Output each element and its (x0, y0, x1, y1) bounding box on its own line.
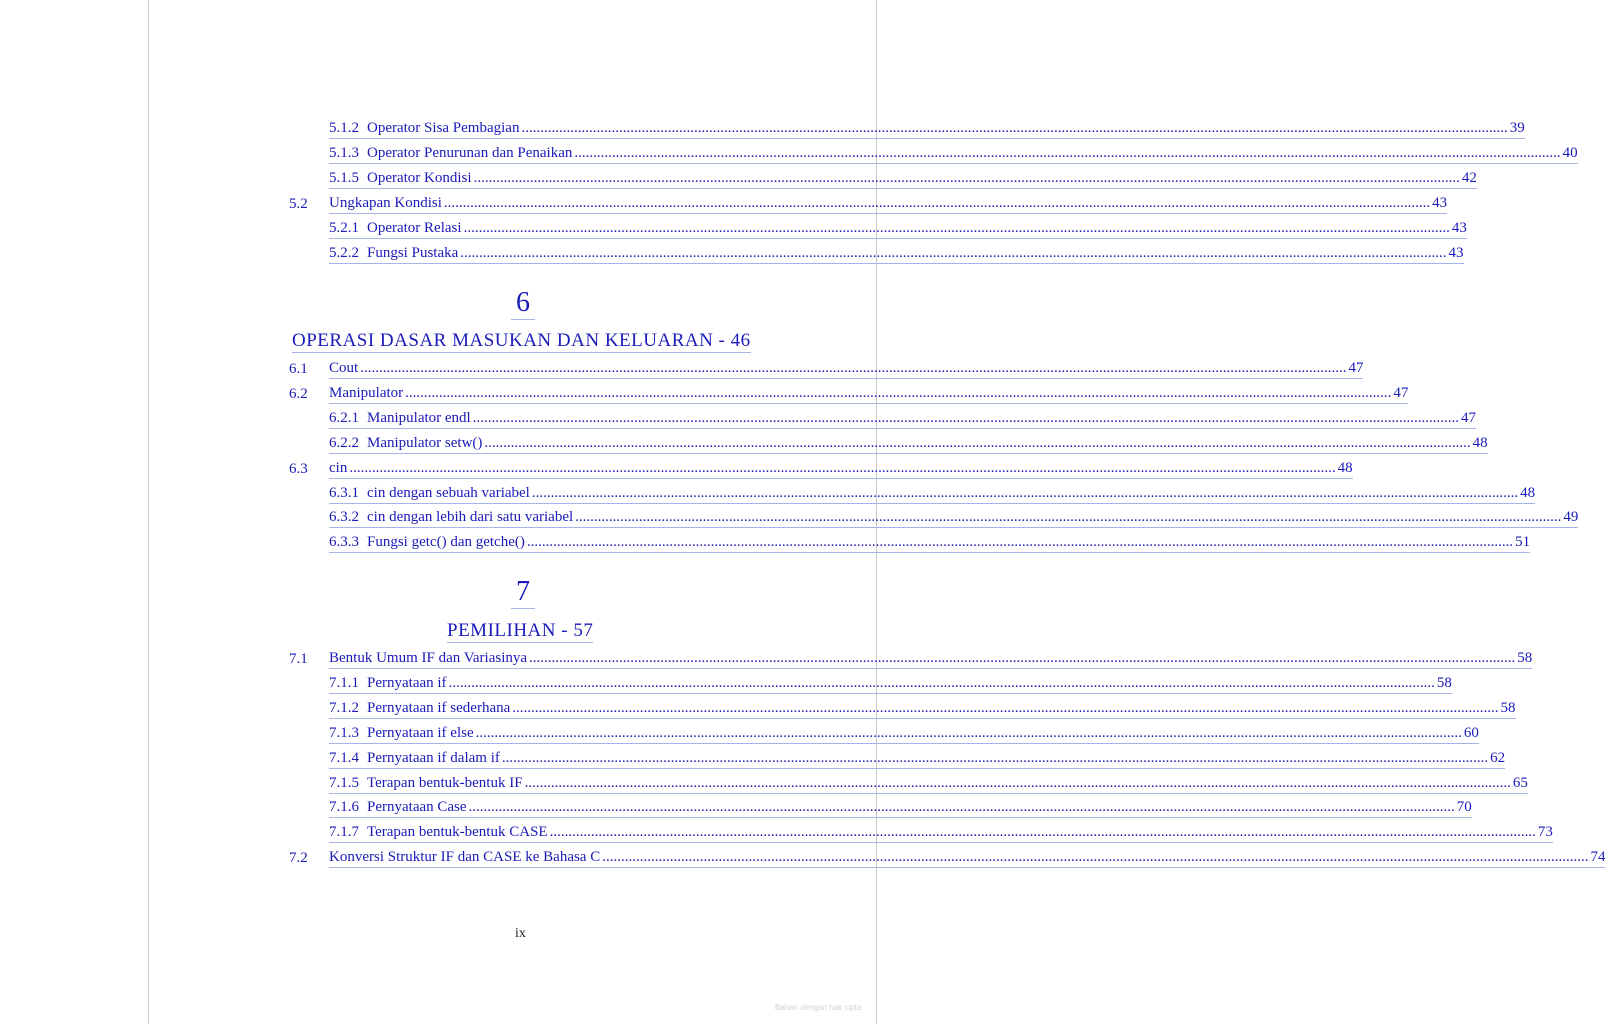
toc-entry-page: 43 (1448, 244, 1464, 261)
document-page (148, 0, 1605, 1024)
toc-leader-dots (521, 119, 1507, 137)
toc-leader-dots (602, 848, 1588, 866)
toc-entry-page: 62 (1490, 749, 1506, 766)
toc-entry-number: 5.2.2 (329, 244, 359, 261)
toc-entry-page: 40 (1562, 144, 1578, 161)
toc-leader-dots (405, 384, 1391, 402)
toc-entry-title: Manipulator endl (367, 409, 471, 426)
toc-leader-dots (474, 169, 1460, 187)
toc-entry-number: 5.1.5 (329, 169, 359, 186)
toc-leader-dots (360, 359, 1346, 377)
toc-leader-dots (460, 244, 1446, 262)
toc-leader-dots (527, 533, 1513, 551)
toc-entry-title: Pernyataan if dalam if (367, 749, 500, 766)
toc-entry[interactable] (329, 697, 1516, 719)
toc-section-number: 6.3 (289, 460, 308, 477)
toc-entry-page: 42 (1461, 169, 1477, 186)
toc-entry-number: 6.2.1 (329, 409, 359, 426)
chapter-6-title: OPERASI DASAR MASUKAN DAN KELUARAN - 46 (292, 330, 751, 351)
toc-entry-number: 6.2.2 (329, 434, 359, 451)
toc-entry-title: Operator Penurunan dan Penaikan (367, 144, 573, 161)
toc-entry-page: 74 (1590, 849, 1605, 866)
toc-entry-page: 58 (1436, 674, 1452, 691)
toc-leader-dots (484, 434, 1470, 452)
toc-entry-number: 7.1.1 (329, 674, 359, 691)
toc-entry-page: 60 (1463, 724, 1479, 741)
toc-entry-title: cin dengan sebuah variabel (367, 484, 530, 501)
toc-entry[interactable] (329, 647, 1533, 669)
toc-entry-number: 5.2.1 (329, 219, 359, 236)
toc-entry-page: 43 (1451, 219, 1467, 236)
toc-entry-number: 6.3.3 (329, 534, 359, 551)
toc-entry-title: Ungkapan Kondisi (329, 194, 442, 211)
toc-entry[interactable] (329, 531, 1531, 553)
toc-section-number: 6.2 (289, 385, 308, 402)
toc-entry[interactable] (329, 506, 1579, 528)
toc-entry[interactable] (329, 382, 1409, 404)
toc-leader-dots (529, 649, 1515, 667)
toc-entry-title: cin dengan lebih dari satu variabel (367, 509, 574, 526)
toc-entry-number: 7.1.4 (329, 749, 359, 766)
toc-entry-page: 48 (1337, 459, 1353, 476)
toc-entry-number: 7.1.5 (329, 774, 359, 791)
toc-entry[interactable] (329, 722, 1479, 744)
toc-entry[interactable] (329, 747, 1506, 769)
toc-entry[interactable] (329, 357, 1364, 379)
toc-entry-number: 6.3.1 (329, 484, 359, 501)
toc-section-number: 7.2 (289, 850, 308, 867)
toc-entry-page: 47 (1393, 384, 1409, 401)
toc-entry-page: 70 (1456, 799, 1472, 816)
toc-entry-title: Operator Relasi (367, 219, 462, 236)
toc-entry[interactable] (329, 821, 1553, 843)
toc-leader-dots (464, 219, 1450, 237)
toc-entry-page: 47 (1348, 360, 1364, 376)
toc-entry-page: 39 (1509, 120, 1525, 136)
toc-leader-dots (473, 409, 1459, 427)
toc-entry-page: 73 (1537, 824, 1553, 841)
chapter-7-title: PEMILIHAN - 57 (447, 620, 594, 641)
toc-entry-title: Operator Sisa Pembagian (367, 120, 520, 136)
watermark-text: Bahan dengan hak cipta (775, 1003, 862, 1012)
toc-entry-title: Bentuk Umum IF dan Variasinya (329, 650, 528, 666)
toc-leader-dots (525, 774, 1511, 792)
toc-entry[interactable] (329, 407, 1476, 429)
toc-leader-dots (532, 484, 1518, 502)
toc-entry-title: Manipulator setw() (367, 434, 483, 451)
toc-entry[interactable] (329, 432, 1488, 454)
toc-leader-dots (574, 144, 1560, 162)
chapter-6-number: 6 (511, 287, 535, 320)
toc-entry-title: Pernyataan if sederhana (367, 699, 511, 716)
toc-entry-number: 7.1.7 (329, 824, 359, 841)
toc-entry[interactable] (329, 167, 1477, 189)
toc-leader-dots (349, 459, 1335, 477)
toc-entry-page: 58 (1500, 699, 1516, 716)
toc-entry-title: Operator Kondisi (367, 169, 472, 186)
toc-entry-title: Pernyataan if (367, 674, 447, 691)
toc-leader-dots (575, 508, 1561, 526)
toc-entry-page: 49 (1563, 509, 1579, 526)
toc-entry[interactable] (329, 457, 1353, 479)
toc-entry-number: 5.1.3 (329, 144, 359, 161)
toc-entry[interactable] (329, 482, 1536, 504)
toc-entry-page: 51 (1515, 534, 1531, 551)
toc-leader-dots (476, 724, 1462, 742)
toc-section-number: 6.1 (289, 361, 308, 377)
toc-entry-title: cin (329, 459, 348, 476)
toc-entry[interactable] (329, 772, 1528, 794)
toc-entry-title: Pernyataan Case (367, 799, 467, 816)
toc-entry[interactable] (329, 217, 1467, 239)
toc-entry-title: Terapan bentuk-bentuk CASE (367, 824, 548, 841)
toc-entry-title: Cout (329, 360, 359, 376)
toc-entry-title: Konversi Struktur IF dan CASE ke Bahasa C (329, 849, 601, 866)
toc-leader-dots (449, 674, 1435, 692)
toc-entry[interactable] (329, 192, 1448, 214)
toc-section-number: 7.1 (289, 651, 308, 667)
toc-entry-page: 48 (1472, 434, 1488, 451)
toc-entry-number: 7.1.2 (329, 699, 359, 716)
toc-entry-number: 7.1.3 (329, 724, 359, 741)
toc-entry[interactable] (329, 142, 1578, 164)
toc-entry[interactable] (329, 672, 1452, 694)
toc-entry-page: 43 (1432, 194, 1448, 211)
toc-entry-title: Fungsi getc() dan getche() (367, 534, 525, 551)
toc-entry-number: 7.1.6 (329, 799, 359, 816)
toc-entry-number: 5.1.2 (329, 120, 359, 136)
toc-entry-page: 58 (1517, 650, 1533, 666)
toc-entry[interactable] (329, 242, 1464, 264)
toc-section-number: 5.2 (289, 195, 308, 212)
toc-entry[interactable] (329, 117, 1525, 139)
toc-leader-dots (469, 798, 1455, 816)
toc-entry[interactable] (329, 846, 1605, 868)
page-number: ix (515, 926, 526, 941)
toc-entry-title: Manipulator (329, 384, 404, 401)
toc-entry-number: 6.3.2 (329, 509, 359, 526)
toc-leader-dots (502, 749, 1488, 767)
toc-leader-dots (444, 194, 1430, 212)
toc-entry[interactable] (329, 796, 1472, 818)
toc-entry-page: 48 (1520, 484, 1536, 501)
chapter-7-number: 7 (511, 576, 535, 609)
toc-leader-dots (512, 699, 1498, 717)
toc-leader-dots (550, 823, 1536, 841)
toc-entry-title: Pernyataan if else (367, 724, 474, 741)
toc-entry-title: Fungsi Pustaka (367, 244, 459, 261)
toc-entry-page: 47 (1460, 409, 1476, 426)
toc-entry-page: 65 (1512, 774, 1528, 791)
toc-entry-title: Terapan bentuk-bentuk IF (367, 774, 523, 791)
